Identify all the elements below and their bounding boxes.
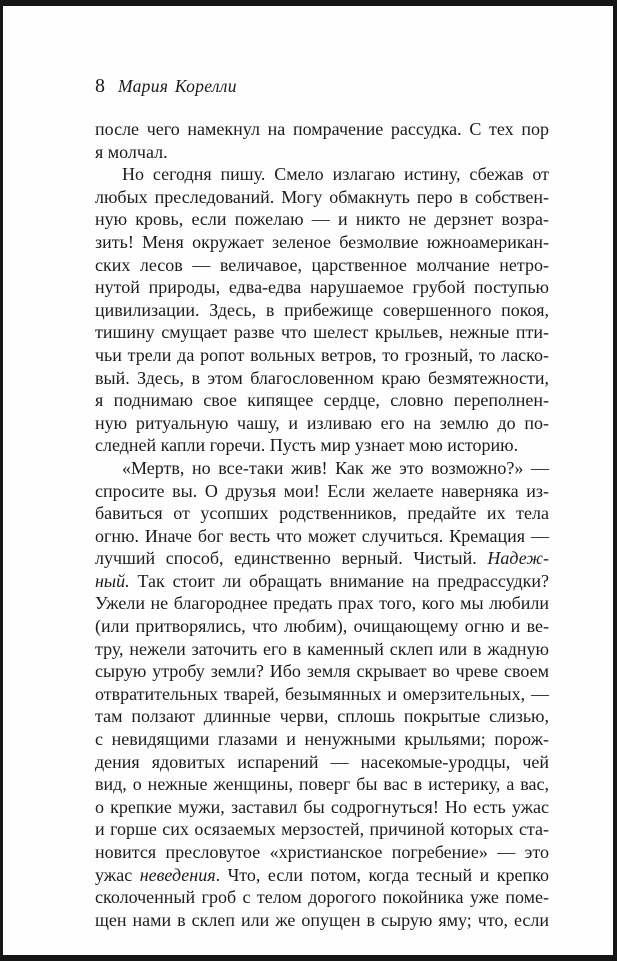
text-segment: и горше сих осязаемых мерзостей, причиной которых ста- <box>95 819 549 840</box>
text-segment: я поднимаю свое кипящее сердце, словно переполнен- <box>95 390 549 411</box>
text-segment: следней капли горечи. Пусть мир узнает мою историю. <box>95 435 519 456</box>
text-segment: Но сегодня пишу. Смело излагаю истину, сбежав от <box>122 164 549 185</box>
text-segment: после чего намекнул на помрачение рассудка. С тех пор <box>95 119 549 139</box>
text-segment: ную кровь, если пожелаю — и никто не дерзнет возра- <box>95 209 549 230</box>
text-segment: сырую утробу земли? Ибо земля скрывает во чреве своем <box>95 661 549 682</box>
text-segment: вид, о нежные женщины, поверг бы вас в истерику, а вас, <box>95 774 549 795</box>
text-segment: зить! Меня окружает зеленое безмолвие южноамерикан- <box>95 231 549 252</box>
text-line <box>95 502 549 525</box>
text-line <box>95 864 549 887</box>
text-segment: лучший способ, единственно верный. Чистый. <box>95 548 488 569</box>
text-line <box>95 367 549 390</box>
text-segment: любых преследований. Могу обмакнуть перо в собствен- <box>95 186 549 207</box>
text-line <box>95 321 549 344</box>
page-text <box>95 118 549 931</box>
text-line <box>95 909 549 932</box>
text-segment: спросите вы. О друзья мои! Если желаете наверняка из- <box>95 480 549 501</box>
page-number: 8 <box>95 75 105 97</box>
text-line <box>95 751 549 774</box>
page-content <box>3 6 613 955</box>
text-line <box>95 141 549 164</box>
text-line <box>95 547 549 570</box>
text-segment: тишину смущает разве что шелест крыльев, нежные пти- <box>95 322 549 343</box>
italic-text-segment: Надеж- <box>487 548 549 569</box>
text-segment: цивилизации. Здесь, в прибежище совершенного покоя, <box>95 299 549 320</box>
text-line <box>95 186 549 209</box>
text-line <box>95 480 549 503</box>
text-segment: (или притворялись, что любим), очищающему огню и ве- <box>95 616 549 637</box>
text-line <box>95 434 549 457</box>
text-segment: чьи трели да ропот вольных ветров, то грозный, то ласко- <box>95 344 549 365</box>
text-segment: «Мертв, но все-таки жив! Как же это возможно?» — <box>122 457 549 478</box>
italic-text-segment: ный. <box>95 570 130 591</box>
text-line <box>95 638 549 661</box>
text-line <box>95 773 549 796</box>
text-segment: о крепкие мужи, заставил бы содрогнуться! Но есть ужас <box>95 796 549 817</box>
text-line <box>95 254 549 277</box>
text-line <box>95 818 549 841</box>
text-line <box>95 208 549 231</box>
text-line <box>95 705 549 728</box>
running-header <box>95 75 549 97</box>
text-segment: отвратительных тварей, безымянных и омерзительных, — <box>95 683 549 704</box>
text-line <box>95 728 549 751</box>
text-line <box>95 841 549 864</box>
text-line <box>95 796 549 819</box>
text-segment: ную ритуальную чашу, и изливаю его на землю до по- <box>95 412 549 433</box>
italic-text-segment: неведения <box>139 864 216 885</box>
text-line <box>95 118 549 141</box>
text-line <box>95 592 549 615</box>
text-line <box>95 344 549 367</box>
text-line <box>95 570 549 593</box>
text-segment: тру, нежели заточить его в каменный склеп или в жадную <box>95 638 549 659</box>
text-line <box>95 276 549 299</box>
text-segment: щен нами в склеп или же опущен в сырую яму; что, если <box>95 909 549 930</box>
text-line <box>95 299 549 322</box>
text-line <box>95 886 549 909</box>
text-line <box>95 163 549 186</box>
text-segment: нутой природы, едва-едва нарушаемое грубой поступью <box>95 277 549 298</box>
text-segment: там ползают длинные черви, сплошь покрытые слизью, <box>95 706 549 727</box>
text-segment: я молчал. <box>95 141 168 162</box>
text-segment: вый. Здесь, в этом благословенном краю безмятежности, <box>95 367 549 388</box>
text-line <box>95 660 549 683</box>
text-line <box>95 525 549 548</box>
text-segment: ужас <box>95 864 140 885</box>
text-line <box>95 412 549 435</box>
text-line <box>95 389 549 412</box>
text-line <box>95 683 549 706</box>
text-segment: ских лесов — величавое, царственное молчание нетро- <box>95 254 549 275</box>
text-segment: . Что, если потом, когда тесный и крепко <box>215 864 549 885</box>
text-segment: сколоченный гроб с телом дорогого покойника уже поме- <box>95 887 549 908</box>
text-line <box>95 615 549 638</box>
text-segment: бавиться от усопших родственников, предайте их тела <box>95 503 549 524</box>
text-segment: новится пресловутое «христианское погребение» — это <box>95 842 549 862</box>
text-segment: с невидящими глазами и ненужными крыльями; порож- <box>95 729 549 750</box>
text-segment: огню. Иначе бог весть что может случиться. Кремация — <box>95 525 549 546</box>
text-segment: дения ядовитых испарений — насекомые-уродцы, чей <box>95 751 549 772</box>
text-segment: Ужели не благороднее предать прах того, кого мы любили <box>95 593 549 614</box>
text-line <box>95 231 549 254</box>
text-segment: Так стоит ли обращать внимание на предрассудки? <box>129 570 549 591</box>
running-title: Мария Корелли <box>118 76 237 96</box>
text-line <box>95 457 549 480</box>
